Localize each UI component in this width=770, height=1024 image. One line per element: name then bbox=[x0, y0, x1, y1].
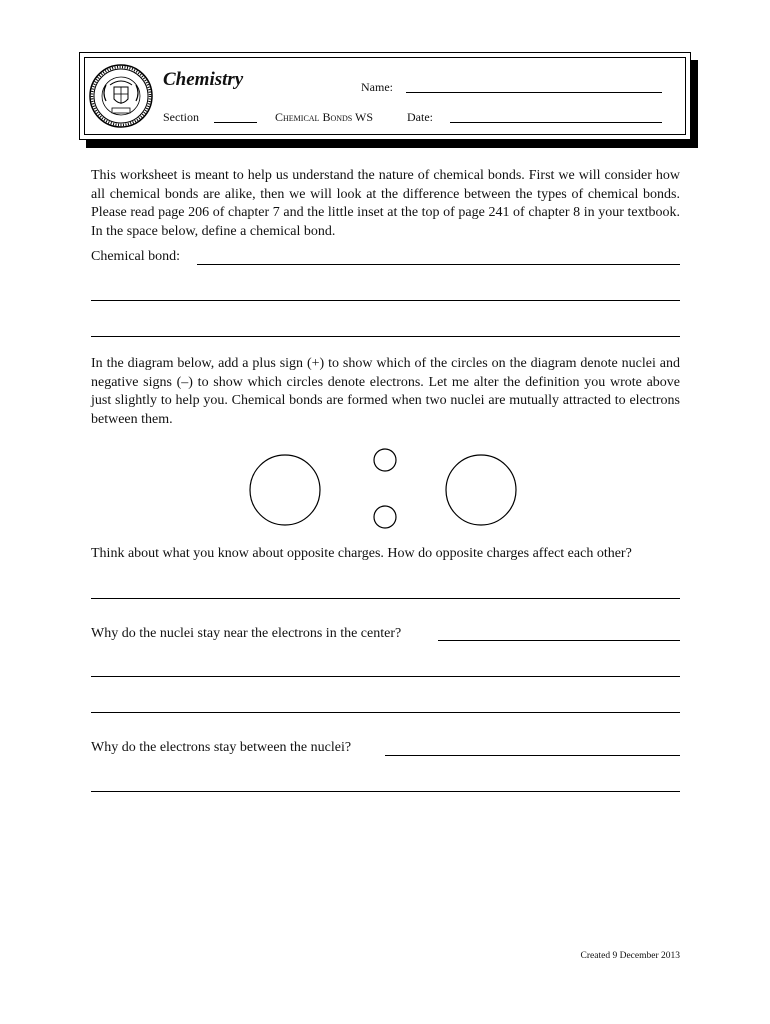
answer-line[interactable] bbox=[91, 300, 680, 301]
section-field[interactable] bbox=[214, 122, 257, 123]
intro-paragraph: This worksheet is meant to help us understand the nature of chemical bonds. First we will consider how all chemical bonds are alike, then we will look at the difference between the types of chemical bonds. Please read page 206 of chapter 7 and the little inset at the top of page 241 of chapter 8 in your textbook. In the space below, define a chemical bond. bbox=[91, 168, 680, 239]
question-opposite-charges: Think about what you know about opposite charges. How do opposite charges affect each other? bbox=[91, 546, 632, 561]
question-nuclei-stay: Why do the nuclei stay near the electrons in the center? bbox=[91, 626, 402, 641]
date-field[interactable] bbox=[450, 122, 662, 123]
bond-diagram bbox=[240, 440, 530, 540]
chemical-bond-answer-line[interactable] bbox=[197, 264, 680, 265]
answer-line[interactable] bbox=[91, 676, 680, 677]
answer-line[interactable] bbox=[385, 755, 680, 756]
created-date: Created 9 December 2013 bbox=[580, 951, 680, 961]
answer-line[interactable] bbox=[91, 598, 680, 599]
nucleus-circle-left[interactable] bbox=[250, 455, 320, 525]
electron-circle-top[interactable] bbox=[374, 449, 396, 471]
answer-line[interactable] bbox=[438, 640, 680, 641]
answer-line[interactable] bbox=[91, 791, 680, 792]
name-field[interactable] bbox=[406, 92, 662, 93]
answer-line[interactable] bbox=[91, 336, 680, 337]
nucleus-circle-right[interactable] bbox=[446, 455, 516, 525]
diagram-instructions: In the diagram below, add a plus sign (+) to show which of the circles on the diagram denote nuclei and negative signs (–) to show which circles denote electrons. Let me alter the definition you wrote above just slightly to help you. Chemical bonds are formed when two nuclei are mutually attracted to electrons between them. bbox=[91, 356, 680, 427]
section-label: Section bbox=[163, 110, 199, 124]
name-label: Name: bbox=[361, 80, 393, 94]
worksheet-title: Chemical Bonds WS bbox=[275, 110, 374, 124]
question-electrons-stay: Why do the electrons stay between the nuclei? bbox=[91, 740, 352, 755]
course-title: Chemistry bbox=[163, 69, 244, 90]
school-seal-icon bbox=[88, 63, 154, 129]
answer-line[interactable] bbox=[91, 712, 680, 713]
date-label: Date: bbox=[407, 110, 433, 124]
chemical-bond-label: Chemical bond: bbox=[91, 249, 181, 264]
electron-circle-bottom[interactable] bbox=[374, 506, 396, 528]
